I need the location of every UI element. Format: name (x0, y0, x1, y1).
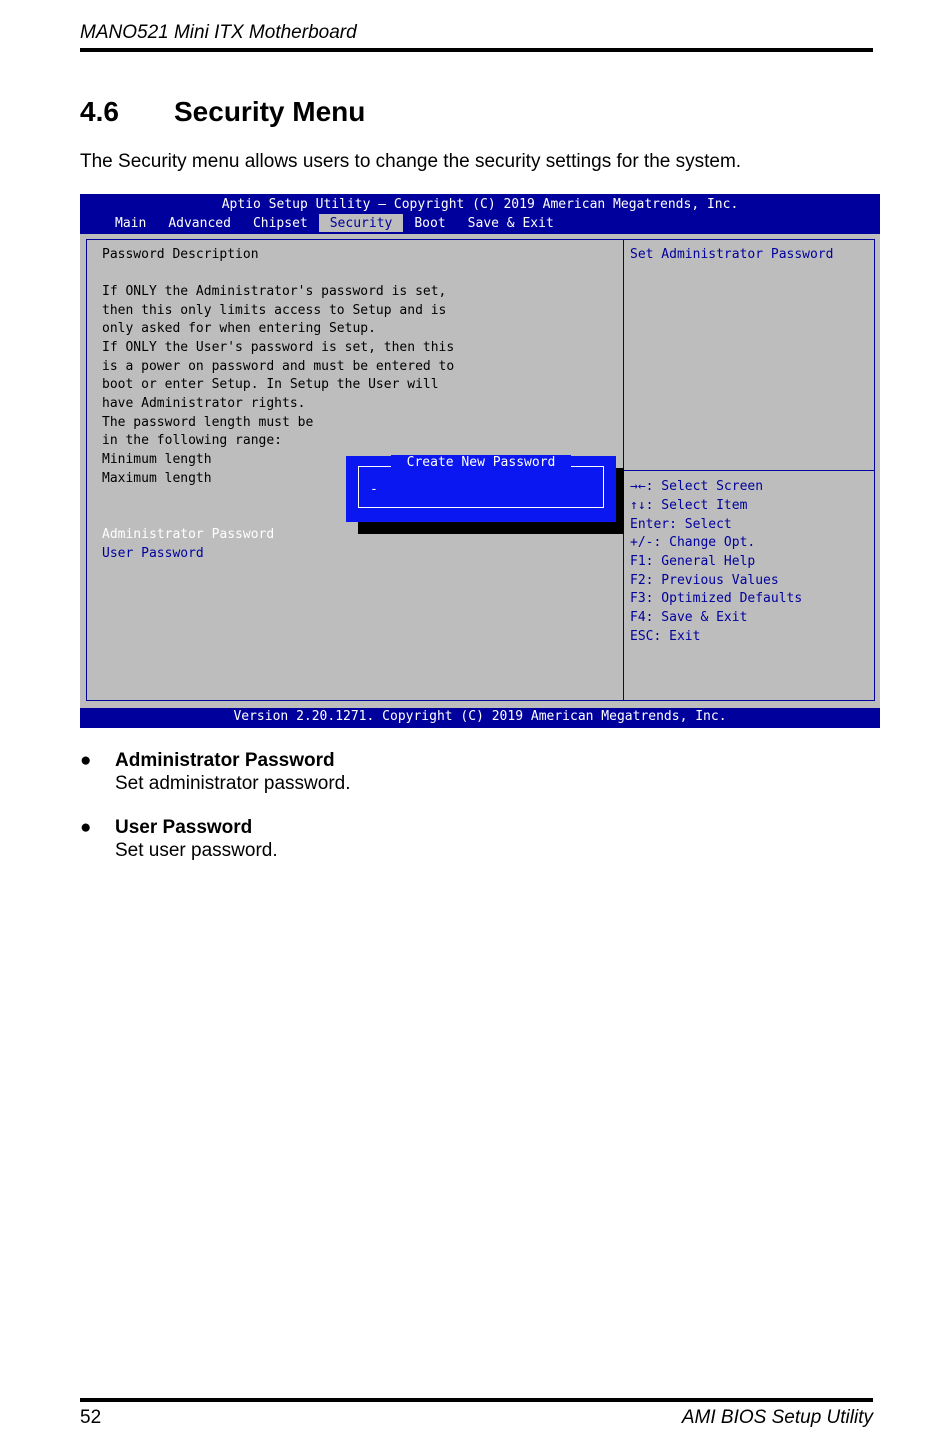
page-footer (80, 1398, 873, 1428)
help-description: Set Administrator Password (630, 247, 834, 262)
bios-text-line: Minimum length (102, 452, 212, 467)
password-input[interactable]: - (370, 482, 378, 497)
tab-advanced[interactable]: Advanced (168, 216, 231, 231)
bullet-icon: ● (80, 817, 92, 838)
document-title: MANO521 Mini ITX Motherboard (80, 22, 357, 43)
bios-text-line: If ONLY the Administrator's password is set, (102, 284, 447, 299)
bullet-term: User Password (115, 817, 253, 838)
help-key: +/-: Change Opt. (630, 535, 756, 550)
help-key: F3: Optimized Defaults (630, 591, 803, 606)
bios-status-bar (80, 708, 880, 728)
bios-text-line: in the following range: (102, 433, 283, 448)
bios-tab-bar (104, 214, 565, 232)
create-password-dialog (346, 456, 616, 522)
bios-version: Version 2.20.1271. Copyright (C) 2019 American Megatrends, Inc. (233, 709, 727, 724)
section-heading (80, 96, 365, 128)
bullet-icon: ● (80, 750, 92, 771)
bios-text-line: If ONLY the User's password is set, then this (102, 340, 455, 355)
tab-main[interactable]: Main (115, 216, 147, 231)
bios-help-panel (623, 239, 875, 701)
help-key: Enter: Select (630, 517, 732, 532)
help-key: F2: Previous Values (630, 573, 779, 588)
bios-text-line: The password length must be (102, 415, 314, 430)
intro-paragraph: The Security menu allows users to change the security settings for the system. (80, 151, 742, 172)
help-key: ↑↓: Select Item (630, 498, 748, 513)
help-key: →←: Select Screen (630, 479, 764, 494)
help-divider (624, 470, 874, 471)
bios-screenshot (80, 194, 880, 728)
page-header (80, 22, 873, 52)
tab-security[interactable]: Security (319, 214, 404, 232)
bullet-description: Set administrator password. (115, 773, 351, 794)
bios-text-line: only asked for when entering Setup. (102, 321, 376, 336)
help-key: ESC: Exit (630, 629, 701, 644)
tab-chipset[interactable]: Chipset (252, 216, 308, 231)
footer-title: AMI BIOS Setup Utility (681, 1407, 873, 1428)
help-key: F1: General Help (630, 554, 756, 569)
bios-title: Aptio Setup Utility – Copyright (C) 2019 American Megatrends, Inc. (221, 197, 739, 212)
section-title: Security Menu (174, 96, 366, 127)
bullet-term: Administrator Password (115, 750, 335, 771)
bios-text-line: have Administrator rights. (102, 396, 306, 411)
help-key: F4: Save & Exit (630, 610, 748, 625)
bullet-description: Set user password. (115, 840, 278, 861)
bios-text-line: boot or enter Setup. In Setup the User will (102, 377, 439, 392)
dialog-title: Create New Password (391, 455, 572, 470)
page-number: 52 (80, 1407, 102, 1428)
bios-text-line: is a power on password and must be entered to (102, 359, 455, 374)
dialog-frame (358, 466, 604, 508)
bios-text-line: Password Description (102, 247, 259, 262)
bios-text-line: Maximum length (102, 471, 212, 486)
menu-item-administrator-password[interactable]: Administrator Password (102, 527, 275, 542)
bios-title-bar (80, 194, 880, 234)
section-number: 4.6 (80, 96, 119, 127)
bios-text-line: then this only limits access to Setup and is (102, 303, 447, 318)
menu-item-user-password[interactable]: User Password (102, 546, 204, 561)
tab-boot[interactable]: Boot (414, 216, 446, 231)
tab-save-exit[interactable]: Save & Exit (467, 216, 554, 231)
